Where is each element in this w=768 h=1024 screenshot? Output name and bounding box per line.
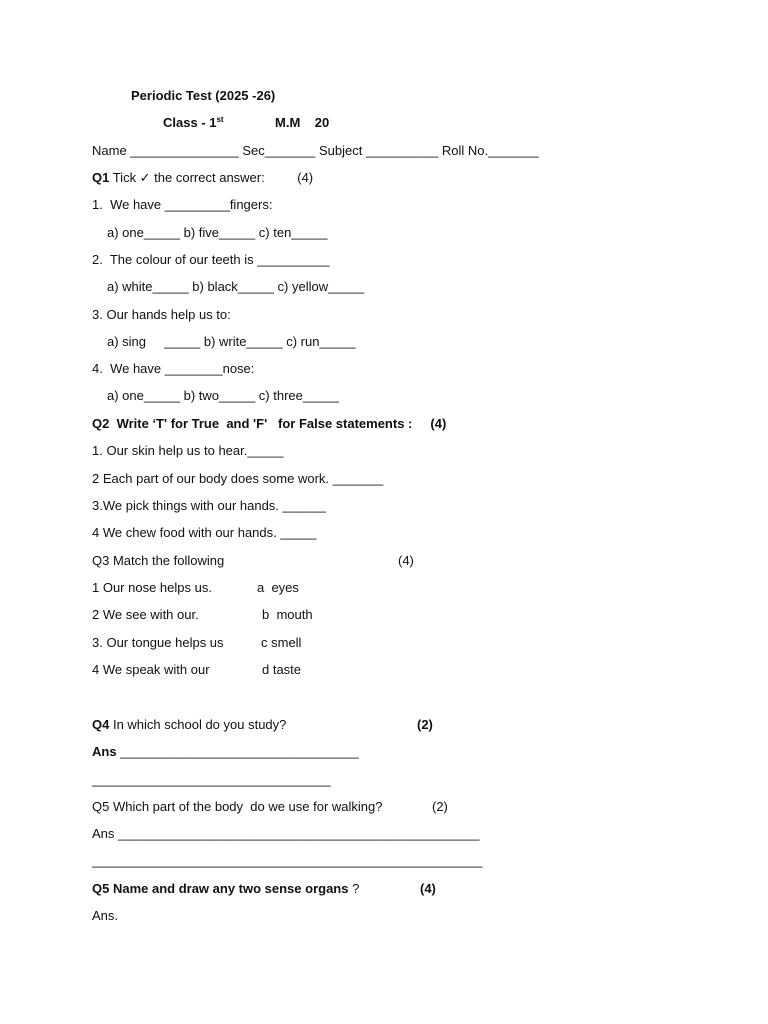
q4-text: In which school do you study?: [109, 717, 287, 732]
q5b-heading: Q5 Name and draw any two sense organs: [92, 881, 349, 896]
q2-item-2: 2 Each part of our body does some work. _______: [92, 471, 384, 486]
q1-item-3-options: a) sing _____ b) write_____ c) run_____: [107, 334, 356, 349]
q2-item-4: 4 We chew food with our hands. _____: [92, 525, 317, 540]
q3-left-1: 1 Our nose helps us.: [92, 580, 212, 595]
q5a-marks: (2): [432, 799, 448, 814]
q5b-qmark: ?: [348, 881, 360, 896]
q1-item-3-question: 3. Our hands help us to:: [92, 307, 231, 322]
q3-heading: Q3 Match the following: [92, 553, 225, 568]
q3-left-4: 4 We speak with our: [92, 662, 210, 677]
q3-right-1: a eyes: [257, 580, 299, 595]
q1-item-2-options: a) white_____ b) black_____ c) yellow_____: [107, 279, 365, 294]
q1-item-1-question: 1. We have _________fingers:: [92, 197, 273, 212]
q1-text: Tick ✓ the correct answer: (4): [109, 170, 314, 185]
max-marks: M.M 20: [275, 115, 330, 130]
q5b-answer: Ans.: [92, 908, 119, 923]
q5a-answer-line-2: ______________________________________________________: [92, 853, 483, 868]
q2-item-3: 3.We pick things with our hands. ______: [92, 498, 326, 513]
q1-number: Q1: [92, 170, 110, 185]
q2-heading: Q2 Write ‘T' for True and 'F' for False statements : (4): [92, 416, 447, 431]
q1-item-1-options: a) one_____ b) five_____ c) ten_____: [107, 225, 328, 240]
q1-item-4-options: a) one_____ b) two_____ c) three_____: [107, 388, 340, 403]
q5a-answer-line: Ans __________________________________________________: [92, 826, 480, 841]
q3-right-4: d taste: [262, 662, 302, 677]
q3-right-2: b mouth: [262, 607, 313, 622]
class-label: [163, 115, 224, 131]
class-text: Class - 1: [163, 115, 217, 130]
test-title: Periodic Test (2025 -26): [131, 88, 276, 103]
q4-ans-label: Ans: [92, 744, 117, 759]
q4-ans-blank: _________________________________: [116, 744, 359, 759]
q4-number: Q4: [92, 717, 110, 732]
q1-heading: [92, 170, 313, 186]
q3-marks: (4): [398, 553, 414, 568]
q1-item-2-question: 2. The colour of our teeth is __________: [92, 252, 330, 267]
class-superscript: st: [216, 115, 224, 124]
q4-answer-line: [92, 744, 359, 760]
q5b-question: [92, 881, 359, 897]
q4-marks: (2): [417, 717, 433, 732]
q5b-marks: (4): [420, 881, 436, 896]
q1-item-4-question: 4. We have ________nose:: [92, 361, 255, 376]
q4-question: [92, 717, 286, 733]
q3-left-2: 2 We see with our.: [92, 607, 199, 622]
q3-right-3: c smell: [261, 635, 302, 650]
student-details-line: Name _______________ Sec_______ Subject __________ Roll No._______: [92, 143, 539, 158]
q5a-question: Q5 Which part of the body do we use for walking?: [92, 799, 383, 814]
q2-item-1: 1. Our skin help us to hear._____: [92, 443, 284, 458]
q4-answer-line-2: _________________________________: [92, 772, 331, 787]
q3-left-3: 3. Our tongue helps us: [92, 635, 224, 650]
